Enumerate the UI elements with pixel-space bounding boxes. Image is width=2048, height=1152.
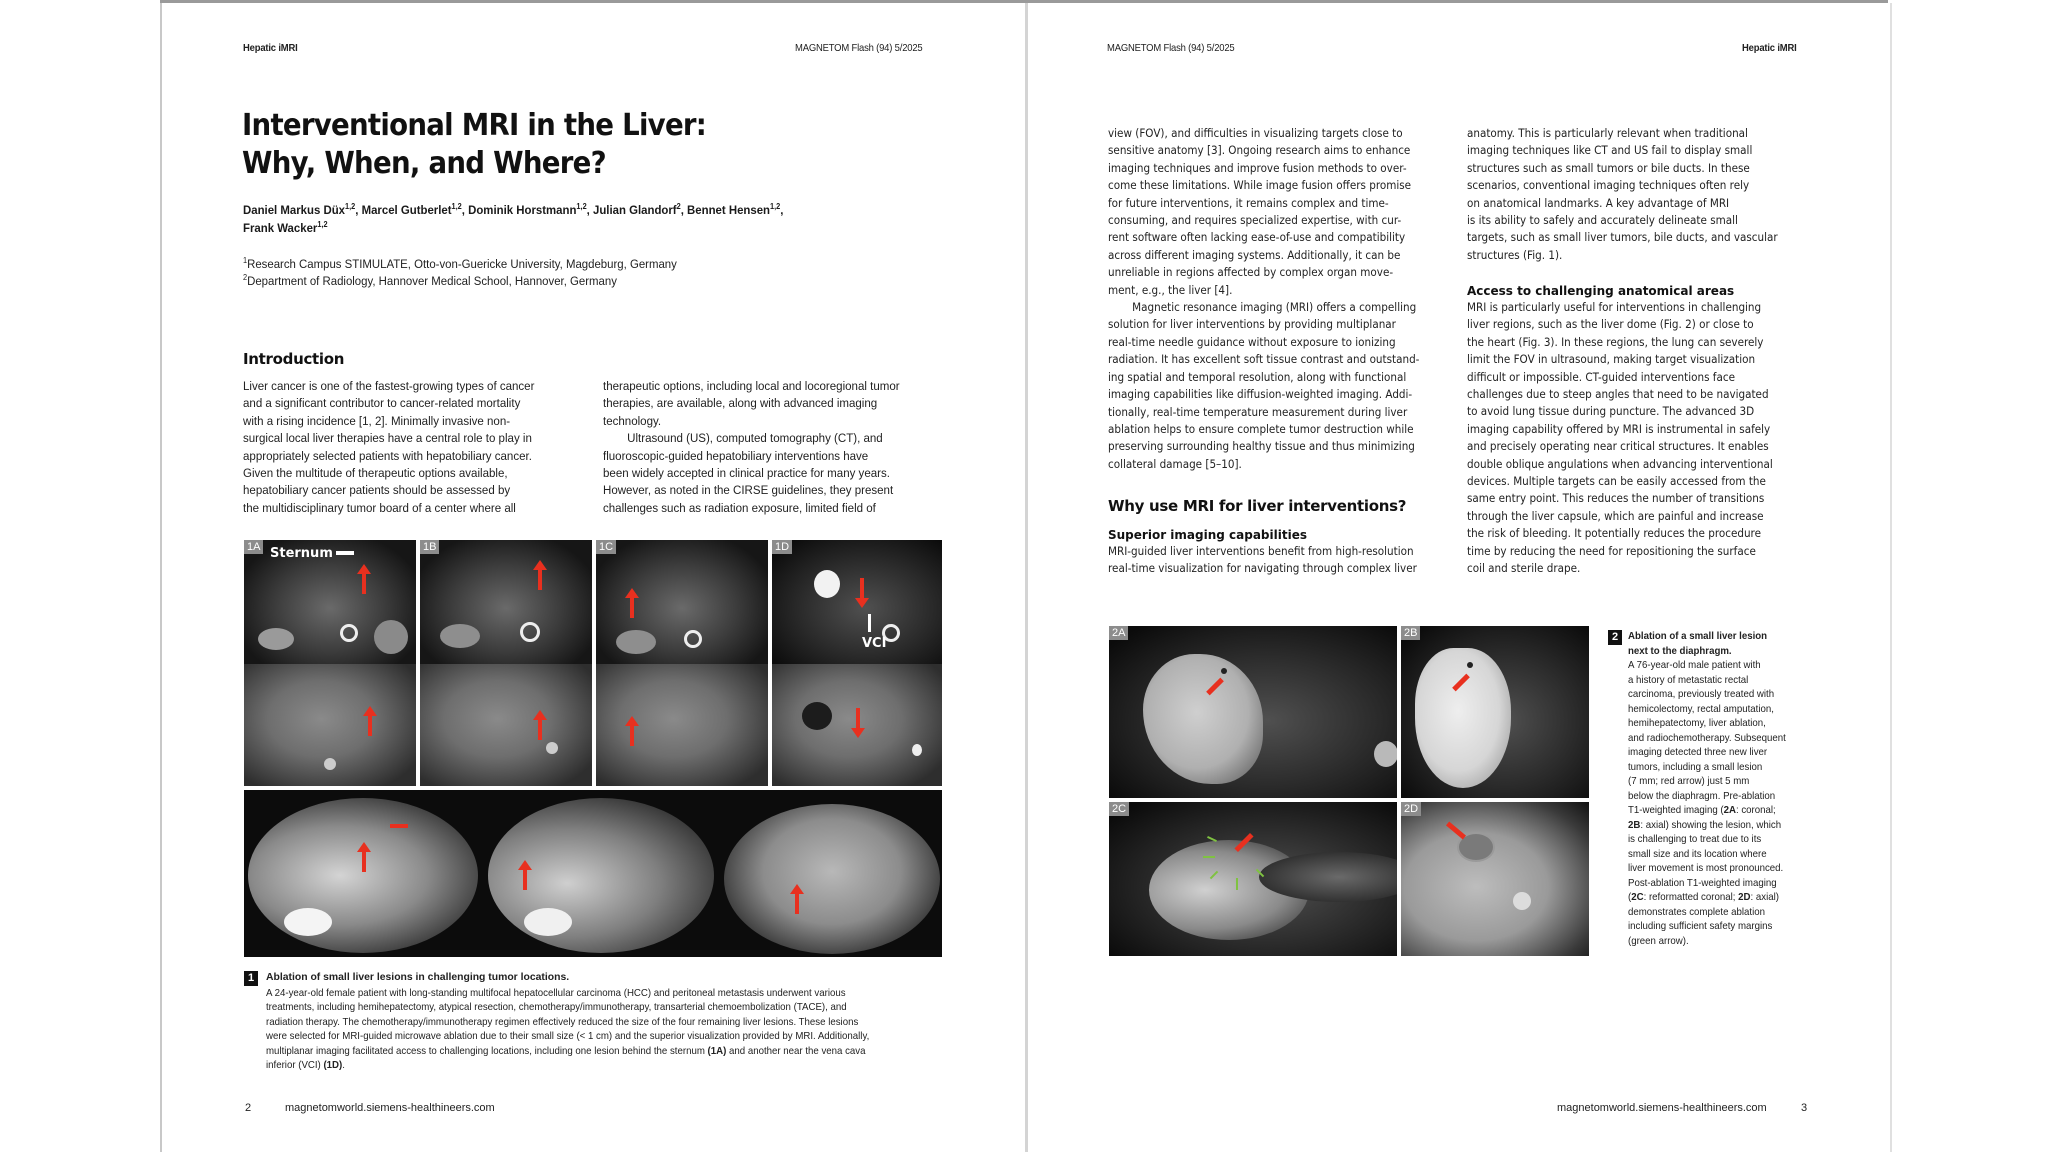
caption-line: were selected for MRI-guided microwave ablation due to their small size (< 1 cm) and the superior visualization provided by MRI. Additionally,: [266, 1031, 870, 1042]
caption-text: inferior (VCI): [266, 1060, 324, 1071]
caption-line: [266, 1059, 897, 1074]
caption-line: A 24-year-old female patient with long-standing multifocal hepatocellular carcinoma (HCC) and peritoneal metastasis underwent various: [266, 987, 846, 999]
red-arrow-icon: [538, 568, 542, 590]
caption-text: (: [1628, 892, 1632, 903]
figure-1b-t2-image: [420, 540, 592, 664]
figure-1b-t1-image: [420, 664, 592, 786]
footer-url[interactable]: magnetomworld.siemens-healthineers.com: [1557, 1102, 1767, 1114]
caption-line: (7 mm; red arrow) just 5 mm: [1628, 776, 1750, 787]
caption-line: Post-ablation T1-weighted imaging: [1628, 877, 1777, 889]
red-arrow-icon: [860, 578, 864, 600]
caption-line: tumors, including a small lesion: [1628, 761, 1763, 773]
text-line: hepatobiliary cancer patients should be assessed by: [243, 483, 511, 498]
figure-1-caption: [244, 971, 944, 1074]
caption-title-row: [244, 971, 944, 987]
text-line: structures (Fig. 1).: [1467, 248, 1563, 262]
caption-ref: (1D): [323, 1060, 343, 1071]
text-line: appropriately selected patients with hepatobiliary cancer.: [243, 448, 532, 463]
author-affiliation: 2: [676, 202, 681, 211]
separator: ,: [780, 203, 784, 217]
caption-line: and radiochemotherapy. Subsequent: [1628, 732, 1786, 744]
caption-text: .: [342, 1060, 345, 1071]
footer-url[interactable]: magnetomworld.siemens-healthineers.com: [285, 1102, 495, 1114]
author-name: Daniel Markus Düx: [243, 203, 346, 217]
text-line: through the liver capsule, which are painful and increase: [1467, 509, 1764, 523]
panel-label: 1C: [596, 540, 616, 554]
text-line: view (FOV), and difficulties in visualizing targets close to: [1108, 127, 1403, 140]
text-line: MRI is particularly useful for interventions in challenging: [1467, 301, 1762, 314]
caption-line: radiation therapy. The chemotherapy/immunotherapy regimen effectively reduced the size of the four remaining liver lesions. These lesions: [266, 1016, 859, 1028]
green-arrow-icon: [1236, 878, 1238, 890]
text-line: with a rising incidence [1, 2]. Minimally invasive non-: [243, 413, 511, 428]
panel-label: 2A: [1109, 626, 1128, 640]
panel-label: 2D: [1401, 802, 1421, 816]
text-line: challenges such as radiation exposure, limited field of: [603, 500, 876, 515]
caption-ref: 2C: [1631, 892, 1644, 903]
text-line: come these limitations. While image fusion offers promise: [1108, 179, 1412, 193]
caption-line: carcinoma, previously treated with: [1628, 689, 1775, 700]
red-arrow-icon: [1446, 822, 1466, 840]
affiliation-number: 2: [243, 273, 248, 282]
caption-line: a history of metastatic rectal: [1628, 674, 1749, 686]
caption-line: [1628, 804, 1814, 819]
article-title: [242, 107, 706, 183]
text-line: is its ability to safely and accurately delineate small: [1467, 214, 1738, 228]
text-line: surgical local liver therapies have a central role to play in: [243, 431, 532, 446]
text-line: the multidisciplinary tumor board of a center where all: [243, 500, 516, 515]
caption-ref: 2B: [1628, 819, 1641, 831]
caption-line: hemihepatectomy, liver ablation,: [1628, 718, 1766, 729]
author-name: Bennet Hensen: [687, 203, 771, 217]
caption-line: treatments, including hemihepatectomy, atypical resection, chemotherapy/immunotherapy, transarterial chemoembolization (TACE), and: [266, 1002, 847, 1013]
text-line: for future interventions, it remains complex and time-: [1108, 196, 1389, 210]
figure-1c-t1-image: [596, 664, 768, 786]
intro-column-1: [243, 378, 583, 517]
caption-ref: (1A): [707, 1045, 727, 1057]
intro-column-2: [603, 378, 948, 517]
text-line: limit the FOV in ultrasound, making target visualization: [1467, 353, 1756, 367]
text-line: Given the multitude of therapeutic options available,: [243, 466, 508, 481]
text-line: coil and sterile drape.: [1467, 562, 1581, 576]
white-arrow-icon: [336, 551, 354, 555]
caption-line: [1628, 891, 1814, 906]
panel-label: 1D: [772, 540, 792, 554]
text-line: rent software often lacking ease-of-use and compatibility: [1108, 231, 1406, 245]
caption-line: including sufficient safety margins: [1628, 921, 1773, 932]
caption-line: [266, 1045, 897, 1060]
text-line: therapeutic options, including local and locoregional tumor: [603, 379, 900, 393]
red-arrow-icon: [630, 596, 634, 618]
text-line: unreliable in regions affected by complex organ move-: [1108, 266, 1394, 280]
figure-number-badge: 2: [1608, 630, 1622, 645]
caption-text: T1-weighted imaging (: [1628, 805, 1724, 816]
red-arrow-icon: [538, 718, 542, 740]
caption-title-row: [1608, 630, 1828, 659]
affiliation-text: Research Campus STIMULATE, Otto-von-Guericke University, Magdeburg, Germany: [247, 257, 677, 271]
figure-2-caption: [1608, 630, 1828, 949]
authors-line-2: [243, 219, 783, 237]
vci-annotation: VCI: [862, 636, 887, 651]
green-arrow-icon: [1203, 856, 1215, 858]
figure-1c-t2-image: [596, 540, 768, 664]
author-affiliation: 1,2: [317, 220, 328, 229]
author-name: Dominik Horstmann: [468, 203, 577, 217]
text-line: Magnetic resonance imaging (MRI) offers a compelling: [1132, 301, 1417, 315]
text-line: the heart (Fig. 3). In these regions, the lung can severely: [1467, 335, 1764, 349]
text-line: been widely accepted in clinical practice for many years.: [603, 466, 890, 481]
figure-number-badge: 1: [244, 971, 258, 986]
title-line-2: Why, When, and Where?: [242, 146, 606, 181]
text-line: challenges due to steep angles that need to be navigated: [1467, 388, 1769, 402]
axial-slice-1: [248, 798, 478, 953]
text-line: and a significant contributor to cancer-related mortality: [243, 396, 521, 411]
caption-title: Ablation of small liver lesions in challenging tumor locations.: [266, 972, 570, 983]
caption-body: [1608, 659, 1828, 949]
running-head-section: Hepatic iMRI: [243, 42, 298, 54]
text-line: real-time needle guidance without exposure to ionizing: [1108, 335, 1396, 349]
caption-ref: 2A: [1723, 805, 1736, 816]
caption-body: [244, 987, 944, 1074]
text-line: same entry point. This reduces the number of transitions: [1467, 492, 1765, 506]
text-line: imaging capabilities like diffusion-weighted imaging. Addi-: [1108, 388, 1413, 402]
caption-text: and another near the vena cava: [726, 1045, 866, 1057]
running-head-issue: MAGNETOM Flash (94) 5/2025: [1107, 42, 1235, 54]
text-line: However, as noted in the CIRSE guidelines, they present: [603, 483, 894, 498]
text-line: the risk of bleeding. It potentially reduces the procedure: [1467, 527, 1762, 541]
text-line: difficult or impossible. CT-guided interventions face: [1467, 370, 1735, 384]
separator: ,: [586, 203, 594, 217]
caption-line: liver movement is most pronounced.: [1628, 863, 1784, 874]
text-line: scenarios, conventional imaging techniques often rely: [1467, 179, 1750, 193]
text-line: imaging techniques like CT and US fail to display small: [1467, 144, 1753, 158]
caption-line: imaging detected three new liver: [1628, 747, 1768, 758]
title-line-1: Interventional MRI in the Liver:: [242, 108, 707, 143]
caption-line: (green arrow).: [1628, 935, 1689, 947]
affiliation-number: 1: [243, 256, 248, 265]
text-line: therapies, are available, along with advanced imaging: [603, 396, 878, 411]
text-line: Liver cancer is one of the fastest-growing types of cancer: [243, 379, 535, 393]
axial-slice-2: [488, 798, 714, 953]
red-arrow-icon: [795, 892, 799, 914]
author-name: Julian Glandorf: [593, 203, 677, 217]
text-line: sensitive anatomy [3]. Ongoing research aims to enhance: [1108, 144, 1411, 158]
red-arrow-icon: [362, 572, 366, 594]
section-heading: Why use MRI for liver interventions?: [1108, 497, 1407, 515]
figure-2a-coronal-image: [1109, 626, 1397, 798]
text-line: time by reducing the need for repositioning the surface: [1467, 544, 1756, 558]
text-line: radiation. It has excellent soft tissue contrast and outstand-: [1108, 353, 1420, 367]
separator: ,: [355, 203, 362, 217]
intro-heading: Introduction: [243, 350, 345, 368]
author-affiliation: 1,2: [345, 202, 356, 211]
text-line: and precisely operating near critical structures. It enables: [1467, 440, 1769, 454]
white-arrow-icon: [868, 614, 871, 632]
caption-line: A 76-year-old male patient with: [1628, 660, 1761, 671]
right-column-1: [1108, 125, 1453, 473]
text-line: fluoroscopic-guided hepatobiliary interventions have: [603, 448, 869, 463]
right-column-2: [1467, 125, 1812, 264]
text-line: real-time visualization for navigating through complex liver: [1108, 562, 1417, 576]
author-affiliation: 1,2: [576, 202, 587, 211]
figure-1: [244, 537, 942, 957]
figure-1-axial-strip: [244, 790, 942, 957]
text-line: targets, such as small liver tumors, bile ducts, and vascular: [1467, 231, 1778, 245]
caption-line: [1628, 819, 1814, 834]
page-3: [1025, 3, 1892, 1152]
text-line: preserving surrounding healthy tissue and thus minimizing: [1108, 440, 1415, 454]
text-line: structures such as small tumors or bile ducts. In these: [1467, 161, 1750, 175]
panel-label: 2C: [1109, 802, 1129, 816]
red-arrow-icon: [630, 724, 634, 746]
text-line: technology.: [603, 413, 662, 428]
subsection-1-text: [1108, 543, 1453, 578]
affiliation-text: Department of Radiology, Hannover Medical School, Hannover, Germany: [247, 274, 617, 288]
text-line: devices. Multiple targets can be easily accessed from the: [1467, 475, 1766, 489]
text-line: ment, e.g., the liver [4].: [1108, 283, 1233, 297]
caption-text: : axial) showing the lesion, which: [1640, 819, 1782, 831]
red-arrow-icon: [368, 714, 372, 736]
text-line: ablation helps to ensure complete tumor destruction while: [1108, 422, 1414, 436]
author-name: Marcel Gutberlet: [361, 203, 452, 217]
affiliations: [243, 256, 677, 290]
text-line: anatomy. This is particularly relevant when traditional: [1467, 127, 1748, 140]
red-arrow-icon: [523, 868, 527, 890]
red-arrow-icon: [362, 850, 366, 872]
text-line: imaging techniques and improve fusion methods to over-: [1108, 161, 1407, 175]
text-line: tionally, real-time temperature measurement during liver: [1108, 405, 1408, 419]
footer-page-number: 3: [1801, 1102, 1808, 1114]
figure-2c-reformatted-coronal-image: [1109, 802, 1397, 956]
text-line: double oblique angulations when advancing interventional: [1467, 457, 1773, 471]
caption-text: : coronal;: [1735, 805, 1776, 816]
author-affiliation: 1,2: [770, 202, 781, 211]
panel-label: 1A: [244, 540, 263, 554]
figure-2d-axial-image: [1401, 802, 1589, 956]
separator: ,: [461, 203, 469, 217]
footer-page-number: 2: [245, 1102, 252, 1114]
running-head-issue: MAGNETOM Flash (94) 5/2025: [795, 42, 923, 54]
text-line: Ultrasound (US), computed tomography (CT), and: [627, 431, 883, 446]
axial-slice-3: [724, 804, 940, 954]
caption-text: : reformatted coronal;: [1643, 892, 1739, 903]
text-line: solution for liver interventions by providing multiplanar: [1108, 318, 1396, 332]
text-line: across different imaging systems. Additionally, it can be: [1108, 248, 1401, 262]
subheading-access: Access to challenging anatomical areas: [1467, 284, 1735, 298]
author-list: [243, 201, 783, 237]
red-arrow-icon: [856, 708, 860, 730]
text-line: to avoid lung tissue during puncture. The advanced 3D: [1467, 405, 1755, 419]
author-affiliation: 1,2: [451, 202, 462, 211]
figure-1d-t2-image: [772, 540, 942, 664]
text-line: consuming, and requires specialized expertise, with cur-: [1108, 214, 1402, 228]
caption-ref: 2D: [1738, 892, 1751, 903]
text-line: liver regions, such as the liver dome (Fig. 2) or close to: [1467, 318, 1754, 332]
figure-1a-t2-image: [244, 540, 416, 664]
sternum-annotation: Sternum: [270, 546, 333, 561]
figure-2b-axial-image: [1401, 626, 1589, 798]
authors-line-1: [243, 201, 783, 219]
affiliation-1: [243, 256, 677, 273]
caption-line: small size and its location where: [1628, 848, 1767, 860]
author-name: Frank Wacker: [243, 221, 318, 235]
caption-line: is challenging to treat due to its: [1628, 834, 1762, 845]
figure-1a-t1-image: [244, 664, 416, 786]
text-line: imaging capability offered by MRI is instrumental in safely: [1467, 422, 1771, 436]
red-arrow-icon: [390, 824, 408, 828]
page-2: [160, 3, 1024, 1152]
running-head-section: Hepatic iMRI: [1742, 42, 1797, 54]
caption-line: below the diaphragm. Pre-ablation: [1628, 790, 1776, 802]
text-line: on anatomical landmarks. A key advantage of MRI: [1467, 196, 1730, 210]
panel-label: 2B: [1401, 626, 1420, 640]
caption-title: [1608, 630, 1828, 659]
caption-text: : axial): [1750, 892, 1779, 903]
caption-title-line: next to the diaphragm.: [1628, 645, 1732, 657]
text-line: MRI-guided liver interventions benefit from high-resolution: [1108, 545, 1414, 558]
separator: ,: [680, 203, 688, 217]
caption-text: multiplanar imaging facilitated access to challenging locations, including one lesion behind the sternum: [266, 1045, 708, 1057]
text-line: collateral damage [5–10].: [1108, 457, 1242, 471]
caption-line: demonstrates complete ablation: [1628, 906, 1765, 918]
affiliation-2: [243, 273, 677, 290]
subheading-imaging: Superior imaging capabilities: [1108, 528, 1307, 542]
figure-2: [1107, 624, 1589, 956]
caption-line: hemicolectomy, rectal amputation,: [1628, 703, 1774, 715]
subsection-2-text: [1467, 299, 1812, 578]
panel-label: 1B: [420, 540, 439, 554]
text-line: ing spatial and temporal resolution, along with functional: [1108, 370, 1407, 384]
figure-1d-t1-image: [772, 664, 942, 786]
caption-title-line: Ablation of a small liver lesion: [1628, 631, 1768, 642]
